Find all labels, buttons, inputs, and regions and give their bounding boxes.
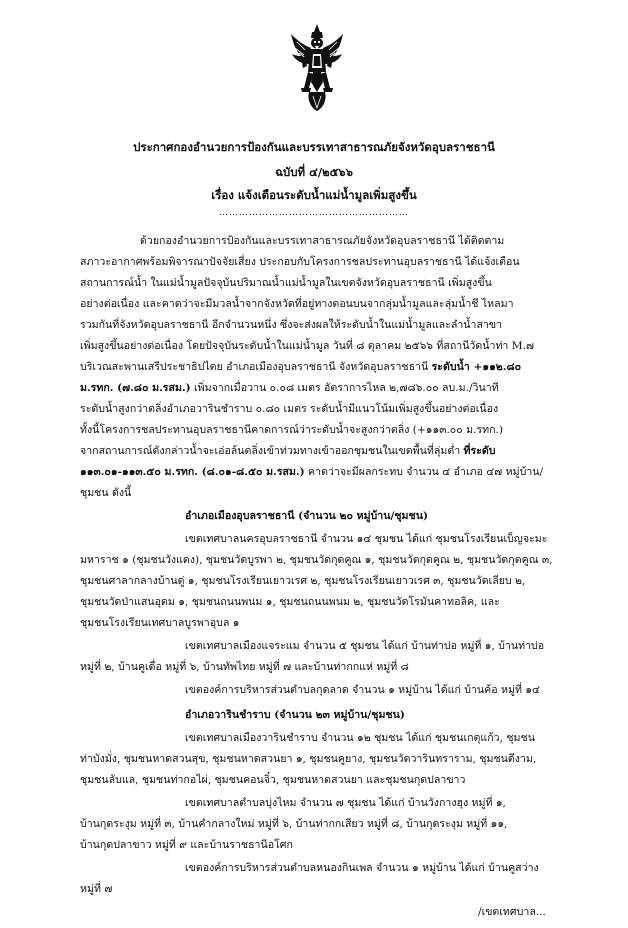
impact-level-range: ๑๑๓.๐๑-๑๑๓.๕๐ ม.รทก. (๘.๐๑-๘.๕๐ ม.รสม.) (80, 466, 305, 478)
announcement-issue: ฉบับที่ ๔/๒๕๖๖ (275, 165, 353, 179)
body-line: สถานการณ์น้ำ ในแม่น้ำมูลปัจจุบันปริมาณน้ำแม่น้ำมูลในเขตจังหวัดอุบลราชธานี เพิ่มสูงขึ้น (80, 277, 492, 289)
list-line: ชุมชนวัดป่าแสนอุดม ๑, ชุมชนถนนพนม ๑, ชุมชนถนนพนม ๒, ชุมชนวัดโรมันคาทอลิค, และ (80, 596, 500, 608)
body-line: อย่างต่อเนื่อง และคาดว่าจะมีมวลน้ำจากจังหวัดที่อยู่ทางตอนบนจากลุ่มน้ำมูลและลุ่มน้ำชี ไหลมา (80, 298, 514, 310)
body-line: สภาวะอากาศพร้อมพิจารณาปัจจัยเสี่ยง ประกอบกับโครงการชลประทานอุบลราชธานี ได้แจ้งเตือน (80, 256, 520, 268)
list-line: หมู่ที่ ๗ (80, 883, 113, 895)
list-line: เขตเทศบาลเมืองแจระแม จำนวน ๕ ชุมชน ได้แก่ บ้านท่าบ่อ หมู่ที่ ๑, บ้านท่าบ่อ (185, 640, 545, 652)
body-text: เพิ่มจากเมื่อวาน ๐.๐๘ เมตร อัตราการไหล ๒,๗๘๖.๐๐ ลบ.ม./วินาที (190, 382, 499, 394)
body-line: ทั้งนี้โครงการชลประทานอุบลราชธานีคาดการณ์ว่าระดับน้ำจะสูงกว่าตลิ่ง (+๑๑๓.๐๐ ม.รทก.) (80, 424, 504, 436)
water-level-value: ระดับน้ำ +๑๑๒.๘๐ (431, 361, 522, 373)
list-line: ชุมชนลับแล, ชุมชนท่ากอไผ่, ชุมชนคอนจิ๋ว, ชุมชนหาดสวนยา และชุมชนกุดปลาขาว (80, 774, 466, 786)
section-heading-warin: อำเภอวารินชำราบ (จำนวน ๒๓ หมู่บ้าน/ชุมชน) (185, 709, 405, 721)
list-line: เขตองค์การบริหารส่วนตำบลหนองกินเพล จำนวน ๑ หมู่บ้าน ได้แก่ บ้านคูสว่าง (185, 862, 539, 874)
water-level-unit: ม.รทก. (๗.๘๐ ม.รสม.) (80, 382, 191, 394)
body-line: ชุมชน ดังนี้ (80, 487, 132, 499)
continued-marker: /เขตเทศบาล... (478, 906, 546, 918)
section-heading-mueang: อำเภอเมืองอุบลราชธานี (จำนวน ๒๐ หมู่บ้าน/ชุมชน) (185, 510, 428, 522)
list-line: ท่าบังมั่ง, ชุมชนหาดสวนสุข, ชุมชนหาดสวนยา ๑, ชุมชนคูยาง, ชุมชนวัดวารินทราราม, ชุมชนดีงาม, (80, 753, 537, 765)
body-text: คาดว่าจะมีผลกระทบ จำนวน ๔ อำเภอ ๔๗ หมู่บ้าน/ (304, 466, 544, 478)
body-line (80, 382, 499, 395)
list-line: เขตเทศบาลเมืองวารินชำราบ จำนวน ๑๒ ชุมชน ได้แก่ ชุมชนเกตุแก้ว, ชุมชน (185, 732, 535, 744)
header-divider: ………………………………………………… (219, 208, 409, 218)
body-line: ด้วยกองอำนวยการป้องกันและบรรเทาสาธารณภัยจังหวัดอุบลราชธานี ได้ติดตาม (140, 235, 505, 247)
list-line: ชุมชนโรงเรียนเทศบาลบูรพาอุบล ๑ (80, 617, 240, 629)
body-line: เพิ่มสูงขึ้นอย่างต่อเนื่อง โดยปัจจุบันระดับน้ำในแม่น้ำมูล วันที่ ๘ ตุลาคม ๒๕๖๖ ที่สถานีวัดน้ำท่า M.๗ (80, 340, 534, 352)
body-line (80, 445, 495, 458)
body-line (80, 466, 543, 479)
garuda-emblem-icon (289, 22, 345, 112)
body-text: บริเวณสะพานเสรีประชาธิปไตย อำเภอเมืองอุบลราชธานี จังหวัดอุบลราชธานี (80, 361, 432, 373)
announcement-subject: เรื่อง แจ้งเตือนระดับน้ำแม่น้ำมูลเพิ่มสูงขึ้น (211, 188, 417, 202)
list-line: มหาราช ๑ (ชุมชนวังแดง), ชุมชนวัดบูรพา ๒, ชุมชนวัดกุดคูณ ๑, ชุมชนวัดกุดคูณ ๒, ชุมชนวัดกุดคูณ ๓, (80, 554, 553, 566)
body-line: รวมกันที่จังหวัดอุบลราชธานี อีกจำนวนหนึ่ง ซึ่งจะส่งผลให้ระดับน้ำในแม่น้ำมูลและลำน้ำสาขา (80, 319, 503, 331)
list-line: บ้านกุดระงุม หมู่ที่ ๓, บ้านคำกลางใหม่ หมู่ที่ ๖, บ้านท่ากกเสียว หมู่ที่ ๘, บ้านกุดระงุม หมู่ที่ ๑๑, (80, 818, 508, 830)
list-line: บ้านกุดปลาขาว หมู่ที่ ๙ และบ้านราชธานีอโศก (80, 839, 293, 851)
list-line: เขตองค์การบริหารส่วนตำบลกุดลาด จำนวน ๑ หมู่บ้าน ได้แก่ บ้านค้อ หมู่ที่ ๑๔ (185, 684, 541, 696)
list-line: เขตเทศบาลตำบลบุ่งไหม จำนวน ๗ ชุมชน ได้แก่ บ้านวังกางฮุง หมู่ที่ ๑, (185, 797, 506, 809)
impact-level-label: ที่ระดับ (463, 445, 496, 457)
body-line: ระดับน้ำสูงกว่าตลิ่งอำเภอวารินชำราบ ๐.๘๐ เมตร ระดับน้ำมีแนวโน้มเพิ่มสูงขึ้นอย่างต่อเนื่อง (80, 403, 499, 415)
announcement-title: ประกาศกองอำนวยการป้องกันและบรรเทาสาธารณภัยจังหวัดอุบลราชธานี (133, 140, 495, 154)
list-line: ชุมชนศาลากลางบ้านดู่ ๑, ชุมชนโรงเรียนเยาวเรศ ๒, ชุมชนโรงเรียนเยาวเรศ ๓, ชุมชนวัดเลียบ ๒, (80, 575, 526, 587)
body-line (80, 361, 521, 374)
body-text: จากสถานการณ์ดังกล่าวน้ำจะเอ่อล้นตลิ่งเข้าท่วมทางเข้าออกชุมชนในเขตพื้นที่ลุ่มต่ำ (80, 445, 464, 457)
list-line: เขตเทศบาลนครอุบลราชธานี จำนวน ๑๔ ชุมชน ได้แก่ ชุมชนโรงเรียนเบ็ญจะมะ (185, 533, 548, 545)
list-line: หมู่ที่ ๒, บ้านคูเดื่อ หมู่ที่ ๖, บ้านทัพไทย หมู่ที่ ๗ และบ้านท่ากกแห่ หมู่ที่ ๘ (80, 661, 409, 673)
